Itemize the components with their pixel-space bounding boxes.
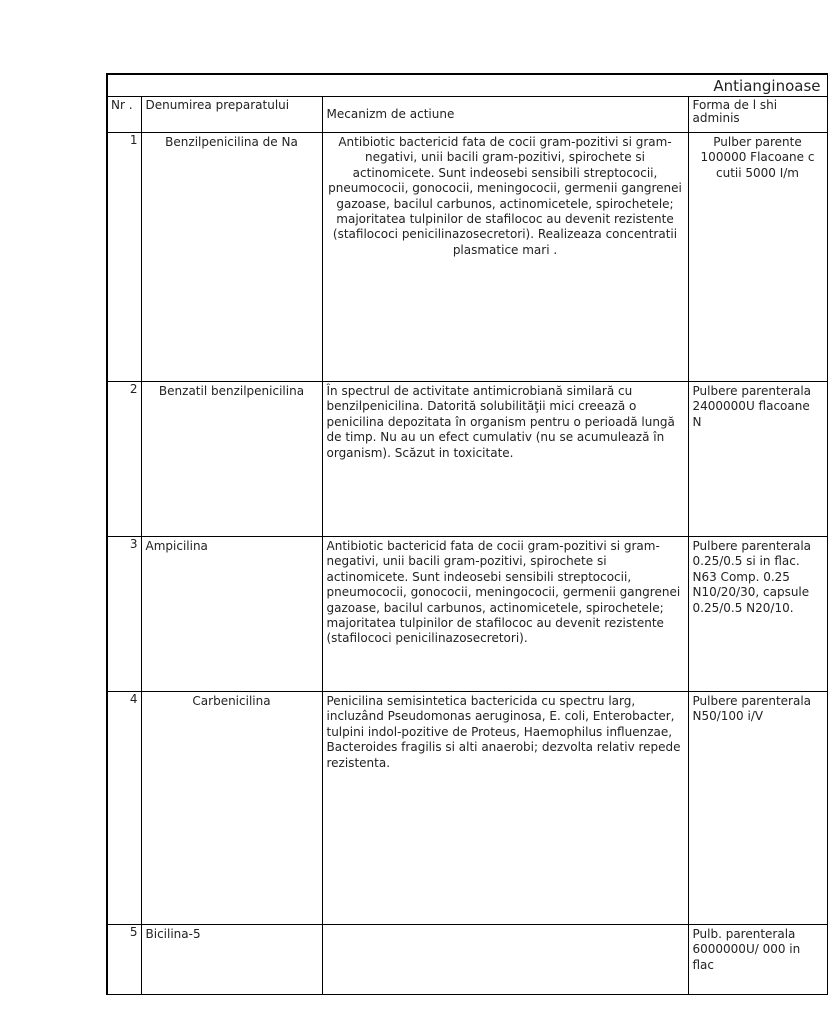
- header-nr: Nr .: [107, 97, 141, 133]
- row-nr: 4: [107, 692, 141, 925]
- row-nr: 5: [107, 925, 141, 995]
- row-form: Pulb. parenterala 6000000U/ 000 in flac: [688, 925, 827, 995]
- document-page: [106, 73, 821, 993]
- table-row: [107, 133, 827, 382]
- row-form: Pulber parente 100000 Flacoane c cutii 5000 I/m: [688, 133, 827, 382]
- table-title-row: [107, 74, 827, 97]
- row-form: Pulbere parenterala 2400000U flacoane N: [688, 382, 827, 537]
- row-nr: 1: [107, 133, 141, 382]
- table-row: [107, 925, 827, 995]
- row-mechanism: Antibiotic bactericid fata de cocii gram-pozitivi si gram-negativi, unii bacili gram-pozitivi, spirochete si actinomicete. Sunt indeosebi sensibili streptococii, pneumococii, gonococii, meningococii, germenii gangrenei gazoase, bacilul carbunos, actinomicetele, spirochetele; majoritatea tulpinilor de stafilococ au devenit rezistente (stafilococi penicilinazosecretori).: [322, 537, 688, 692]
- row-form: Pulbere parenterala N50/100 i/V: [688, 692, 827, 925]
- row-drug-name: Benzatil benzilpenicilina: [141, 382, 322, 537]
- table-header-row: [107, 97, 827, 133]
- table-title: Antianginoase: [713, 77, 821, 95]
- table-row: [107, 692, 827, 925]
- row-drug-name: Ampicilina: [141, 537, 322, 692]
- header-name: Denumirea preparatului: [141, 97, 322, 133]
- row-mechanism: În spectrul de activitate antimicrobiană similară cu benzilpenicilina. Datorită solubilităţii mici creează o penicilina depozitata în organism pentru o perioadă lungă de timp. Nu au un efect cumulativ (nu se acumulează în organism). Scăzut in toxicitate.: [322, 382, 688, 537]
- row-mechanism: [322, 925, 688, 995]
- table-row: [107, 382, 827, 537]
- header-mechanism: Mecanizm de actiune: [322, 97, 688, 133]
- header-form: Forma de l shi adminis: [688, 97, 827, 133]
- table-title-cell: [107, 74, 827, 97]
- drug-table: [106, 73, 828, 995]
- row-nr: 3: [107, 537, 141, 692]
- row-mechanism: Penicilina semisintetica bactericida cu spectru larg, incluzând Pseudomonas aeruginosa, E. coli, Enterobacter, tulpini indol-pozitive de Proteus, Haemophilus influenzae, Bacteroides fragilis si alti anaerobi; dezvolta relativ repede rezistenta.: [322, 692, 688, 925]
- table-row: [107, 537, 827, 692]
- row-drug-name: Carbenicilina: [141, 692, 322, 925]
- row-drug-name: Bicilina-5: [141, 925, 322, 995]
- row-nr: 2: [107, 382, 141, 537]
- row-mechanism: Antibiotic bactericid fata de cocii gram-pozitivi si gram-negativi, unii bacili gram-pozitivi, spirochete si actinomicete. Sunt indeosebi sensibili streptococii, pneumococii, gonococii, meningococii, germenii gangrenei gazoase, bacilul carbunos, actinomicetele, spirochetele; majoritatea tulpinilor de stafilococ au devenit rezistente (stafilococi penicilinazosecretori). Realizeaza concentratii plasmatice mari .: [322, 133, 688, 382]
- row-drug-name: Benzilpenicilina de Na: [141, 133, 322, 382]
- row-form: Pulbere parenterala 0.25/0.5 si in flac. N63 Comp. 0.25 N10/20/30, capsule 0.25/0.5 N20/10.: [688, 537, 827, 692]
